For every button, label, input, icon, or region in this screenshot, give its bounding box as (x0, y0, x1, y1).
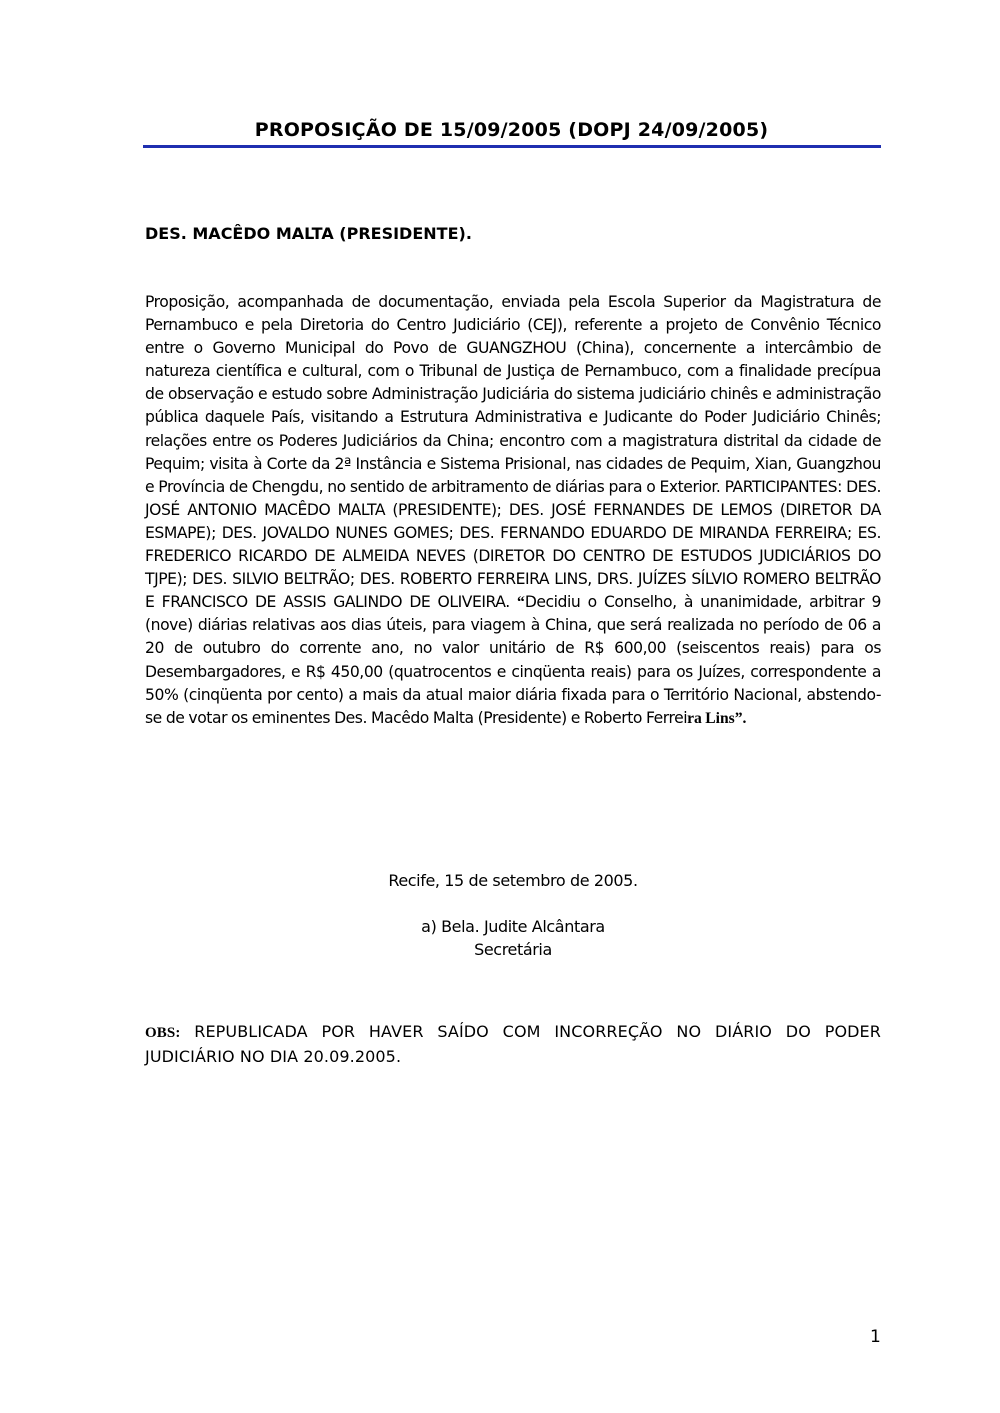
signature-city-date: Recife, 15 de setembro de 2005. (388, 871, 638, 890)
body-end-text: ra Lins”. (687, 709, 747, 727)
obs-colon: : (175, 1025, 181, 1041)
body-open-quote: “ (517, 594, 525, 612)
body-main-text: Proposição, acompanhada de documentação, enviada pela Escola Superior da Magistratura de Pernambuco e pela Diretoria do Centro Judiciário (CEJ), referente a projeto de Convênio Técnico entre o Governo Municipal do Povo de GUANGZHOU (China), concernente a intercâmbio de natureza científica e cultural, com o Tribunal de Justiça de Pernambuco, com a finalidade precípua de observação e estudo sobre Administração Judiciária do sistema judiciário chinês e administração pública daquele País, visitando a Estrutura Administrativa e Judicante do Poder Judiciário Chinês; relações entre os Poderes Judiciários da China; encontro com a magistratura distrital da cidade de Pequim; visita à Corte da 2ª Instância e Sistema Prisional, nas cidades de Pequim, Xian, Guangzhou e Província de Chengdu, no sentido de arbitramento de diárias para o Exterior. PARTICIPANTES: DES. JOSÉ ANTONIO MACÊDO MALTA (PRESIDENTE); DES. JOSÉ FERNANDES DE LEMOS (DIRETOR DA ESMAPE); DES. JOVALDO NUNES GOMES; DES. FERNANDO EDUARDO DE MIRANDA FERREIRA; ES. FREDERICO RICARDO DE ALMEIDA NEVES (DIRETOR DO CENTRO DE ESTUDOS JUDICIÁRIOS DO TJPE); DES. SILVIO BELTRÃO; DES. ROBERTO FERREIRA LINS, DRS. JUÍZES SÍLVIO ROMERO BELTRÃO E FRANCISCO DE ASSIS GALINDO DE OLIVEIRA. (145, 293, 881, 612)
body-paragraph (145, 291, 881, 730)
title-underline (143, 145, 881, 148)
body-quote-text: Decidiu o Conselho, à unanimidade, arbitrar 9 (nove) diárias relativas aos dias úteis, para viagem à China, que será realizada no período de 06 a 20 de outubro do corrente ano, no valor unitário de R$ 600,00 (seiscentos reais) para os Desembargadores, e R$ 450,00 (quatrocentos e cinqüenta reais) para os Juízes, correspondente a 50% (cinqüenta por cento) a mais da atual maior diária fixada para o Território Nacional, abstendo-se de votar os eminentes Des. Macêdo Malta (Presidente) e Roberto Ferrei (145, 593, 881, 727)
signature-name: a) Bela. Judite Alcântara (421, 917, 605, 936)
obs-note (145, 1020, 881, 1068)
signature-role: Secretária (474, 940, 552, 959)
document-title: PROPOSIÇÃO DE 15/09/2005 (DOPJ 24/09/2005) (254, 119, 769, 141)
page-number: 1 (870, 1327, 881, 1347)
obs-text: REPUBLICADA POR HAVER SAÍDO COM INCORREÇÃO NO DIÁRIO DO PODER JUDICIÁRIO NO DIA 20.09.2005. (145, 1022, 881, 1066)
author-heading: DES. MACÊDO MALTA (PRESIDENTE). (145, 224, 472, 243)
obs-label: OBS (145, 1025, 176, 1041)
